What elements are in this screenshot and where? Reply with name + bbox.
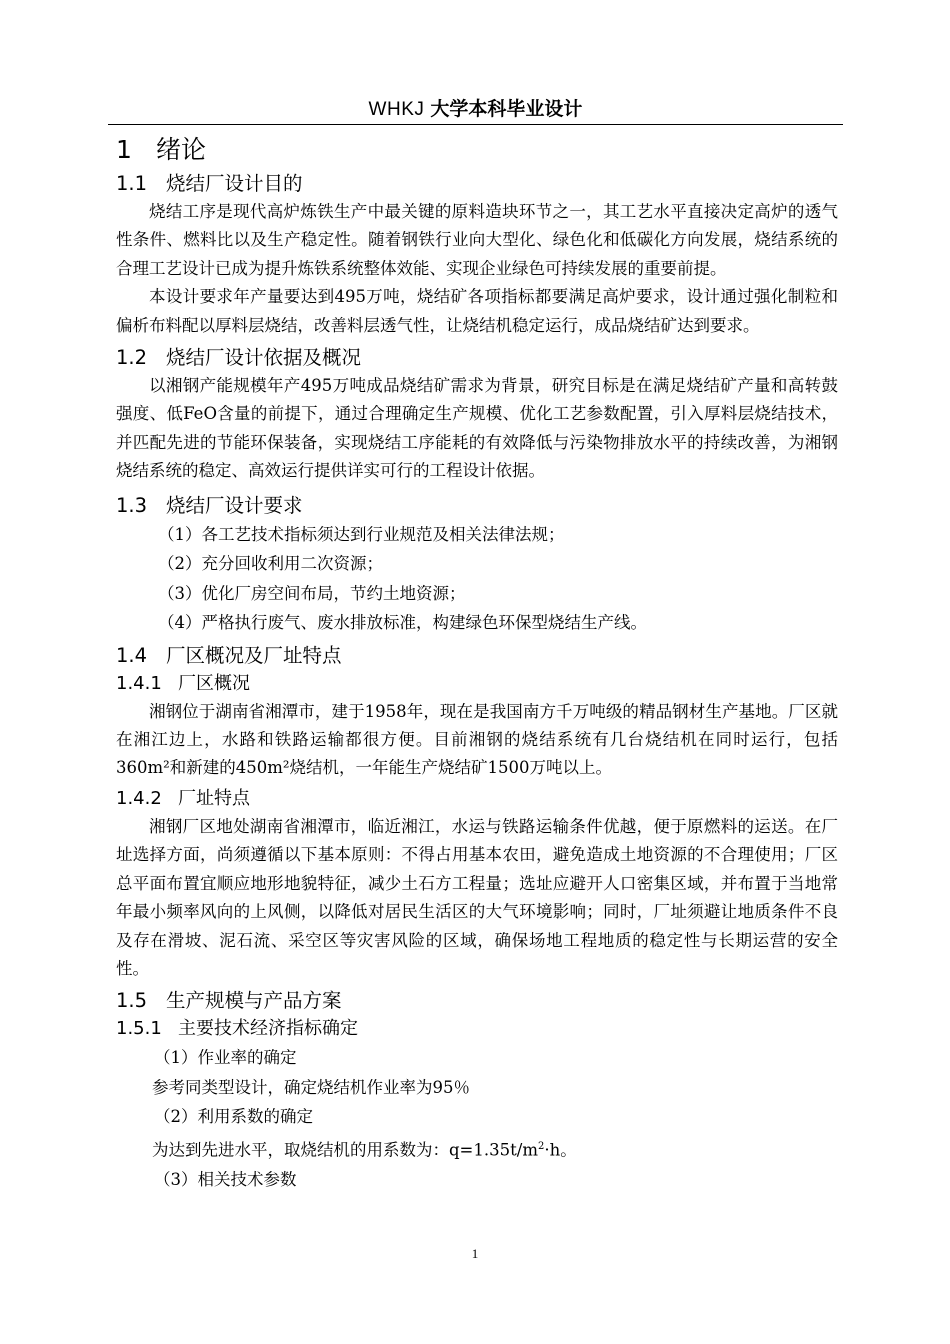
section-heading-1-4 — [116, 642, 838, 670]
section-number: 1.1 — [116, 172, 148, 195]
section-title: 烧结厂设计依据及概况 — [166, 346, 362, 370]
list-item: （3）优化厂房空间布局，节约土地资源； — [158, 583, 466, 603]
paragraph: 本设计要求年产量要达到495万吨，烧结矿各项指标都要满足高炉要求，设计通过强化制粒和偏析布料配以厚料层烧结，改善料层透气性，让烧结机稳定运行，成品烧结矿达到要求。 — [116, 287, 838, 335]
list-item: （2）充分回收利用二次资源； — [158, 554, 383, 574]
subsection-title: 厂址特点 — [178, 787, 250, 809]
section-heading-1-2 — [116, 344, 838, 372]
section-title: 烧结厂设计目的 — [166, 172, 303, 195]
list-item: （1）作业率的确定 — [154, 1048, 297, 1068]
formula-superscript: 2 — [537, 1140, 545, 1152]
paragraph — [116, 1132, 838, 1165]
list-item: （1）各工艺技术指标须达到行业规范及相关法律法规； — [158, 524, 565, 544]
formula-text-end: ·h。 — [544, 1140, 577, 1160]
header-school: WHKJ — [368, 99, 425, 120]
section-number: 1.4 — [116, 643, 148, 667]
paragraph: 以湘钢产能规模年产495万吨成品烧结矿需求为背景，研究目标是在满足烧结矿产量和高转鼓强度、低FeO含量的前提下，通过合理确定生产规模、优化工艺参数配置，引入厚料层烧结技术，并匹配先进的节能环保装备，实现烧结工序能耗的有效降低与污染物排放水平的持续改善，为湘钢烧结系统的稳定、高效运行提供详实可行的工程设计依据。 — [116, 376, 838, 481]
chapter-number: 1 — [116, 135, 132, 164]
list-item: （3）相关技术参数 — [154, 1169, 297, 1189]
subsection-title: 主要技术经济指标确定 — [178, 1018, 358, 1040]
chapter-title: 绪论 — [156, 135, 207, 164]
paragraph: 湘钢厂区地处湖南省湘潭市，临近湘江，水运与铁路运输条件优越，便于原燃料的运送。在厂址选择方面，尚须遵循以下基本原则：不得占用基本农田，避免造成土地资源的不合理使用；厂区总平面布置宜顺应地形地貌特征，减少土石方工程量；选址应避开人口密集区域，并布置于当地常年最小频率风向的上风侧，以降低对居民生活区的大气环境影响；同时，厂址须避让地质条件不良及存在滑坡、泥石流、采空区等灾害风险的区域，确保场地工程地质的稳定性与长期运营的安全性。 — [116, 816, 838, 978]
page-number: 1 — [471, 1246, 479, 1261]
section-number: 1.5 — [116, 989, 148, 1013]
paragraph: 烧结工序是现代高炉炼铁生产中最关键的原料造块环节之一，其工艺水平直接决定高炉的透气性条件、燃料比以及生产稳定性。随着钢铁行业向大型化、绿色化和低碳化方向发展，烧结系统的合理工艺设计已成为提升炼铁系统整体效能、实现企业绿色可持续发展的重要前提。 — [116, 202, 838, 278]
subsection-heading-1-4-1 — [116, 670, 838, 698]
header-title: 大学本科毕业设计 — [430, 98, 583, 120]
subsection-number: 1.4.1 — [116, 672, 162, 694]
section-number: 1.3 — [116, 493, 148, 517]
section-title: 厂区概况及厂址特点 — [166, 643, 342, 667]
section-title: 烧结厂设计要求 — [166, 493, 303, 517]
section-heading-1-1 — [116, 170, 838, 198]
section-heading-1-3 — [116, 492, 838, 520]
page-content — [116, 126, 838, 1194]
subsection-heading-1-5-1 — [116, 1015, 838, 1043]
list-item: （4）严格执行废气、废水排放标准，构建绿色环保型烧结生产线。 — [158, 613, 647, 633]
subsection-heading-1-4-2 — [116, 785, 838, 813]
paragraph: 湘钢位于湖南省湘潭市，建于1958年，现在是我国南方千万吨级的精品钢材生产基地。厂区就在湘江边上，水路和铁路运输都很方便。目前湘钢的烧结系统有几台烧结机在同时运行，包括360m²和新建的450m²烧结机，一年能生产烧结矿1500万吨以上。 — [116, 701, 838, 778]
section-number: 1.2 — [116, 346, 148, 370]
subsection-title: 厂区概况 — [178, 672, 250, 694]
subsection-number: 1.4.2 — [116, 787, 162, 809]
section-heading-1-5 — [116, 987, 838, 1015]
paragraph: 参考同类型设计，确定烧结机作业率为95％ — [152, 1077, 470, 1097]
formula-text: 为达到先进水平，取烧结机的用系数为：q=1.35t/m — [152, 1140, 538, 1160]
subsection-number: 1.5.1 — [116, 1018, 162, 1040]
list-item: （2）利用系数的确定 — [154, 1107, 313, 1127]
page-header — [108, 96, 843, 125]
section-title: 生产规模与产品方案 — [166, 989, 342, 1013]
chapter-heading — [116, 130, 838, 170]
